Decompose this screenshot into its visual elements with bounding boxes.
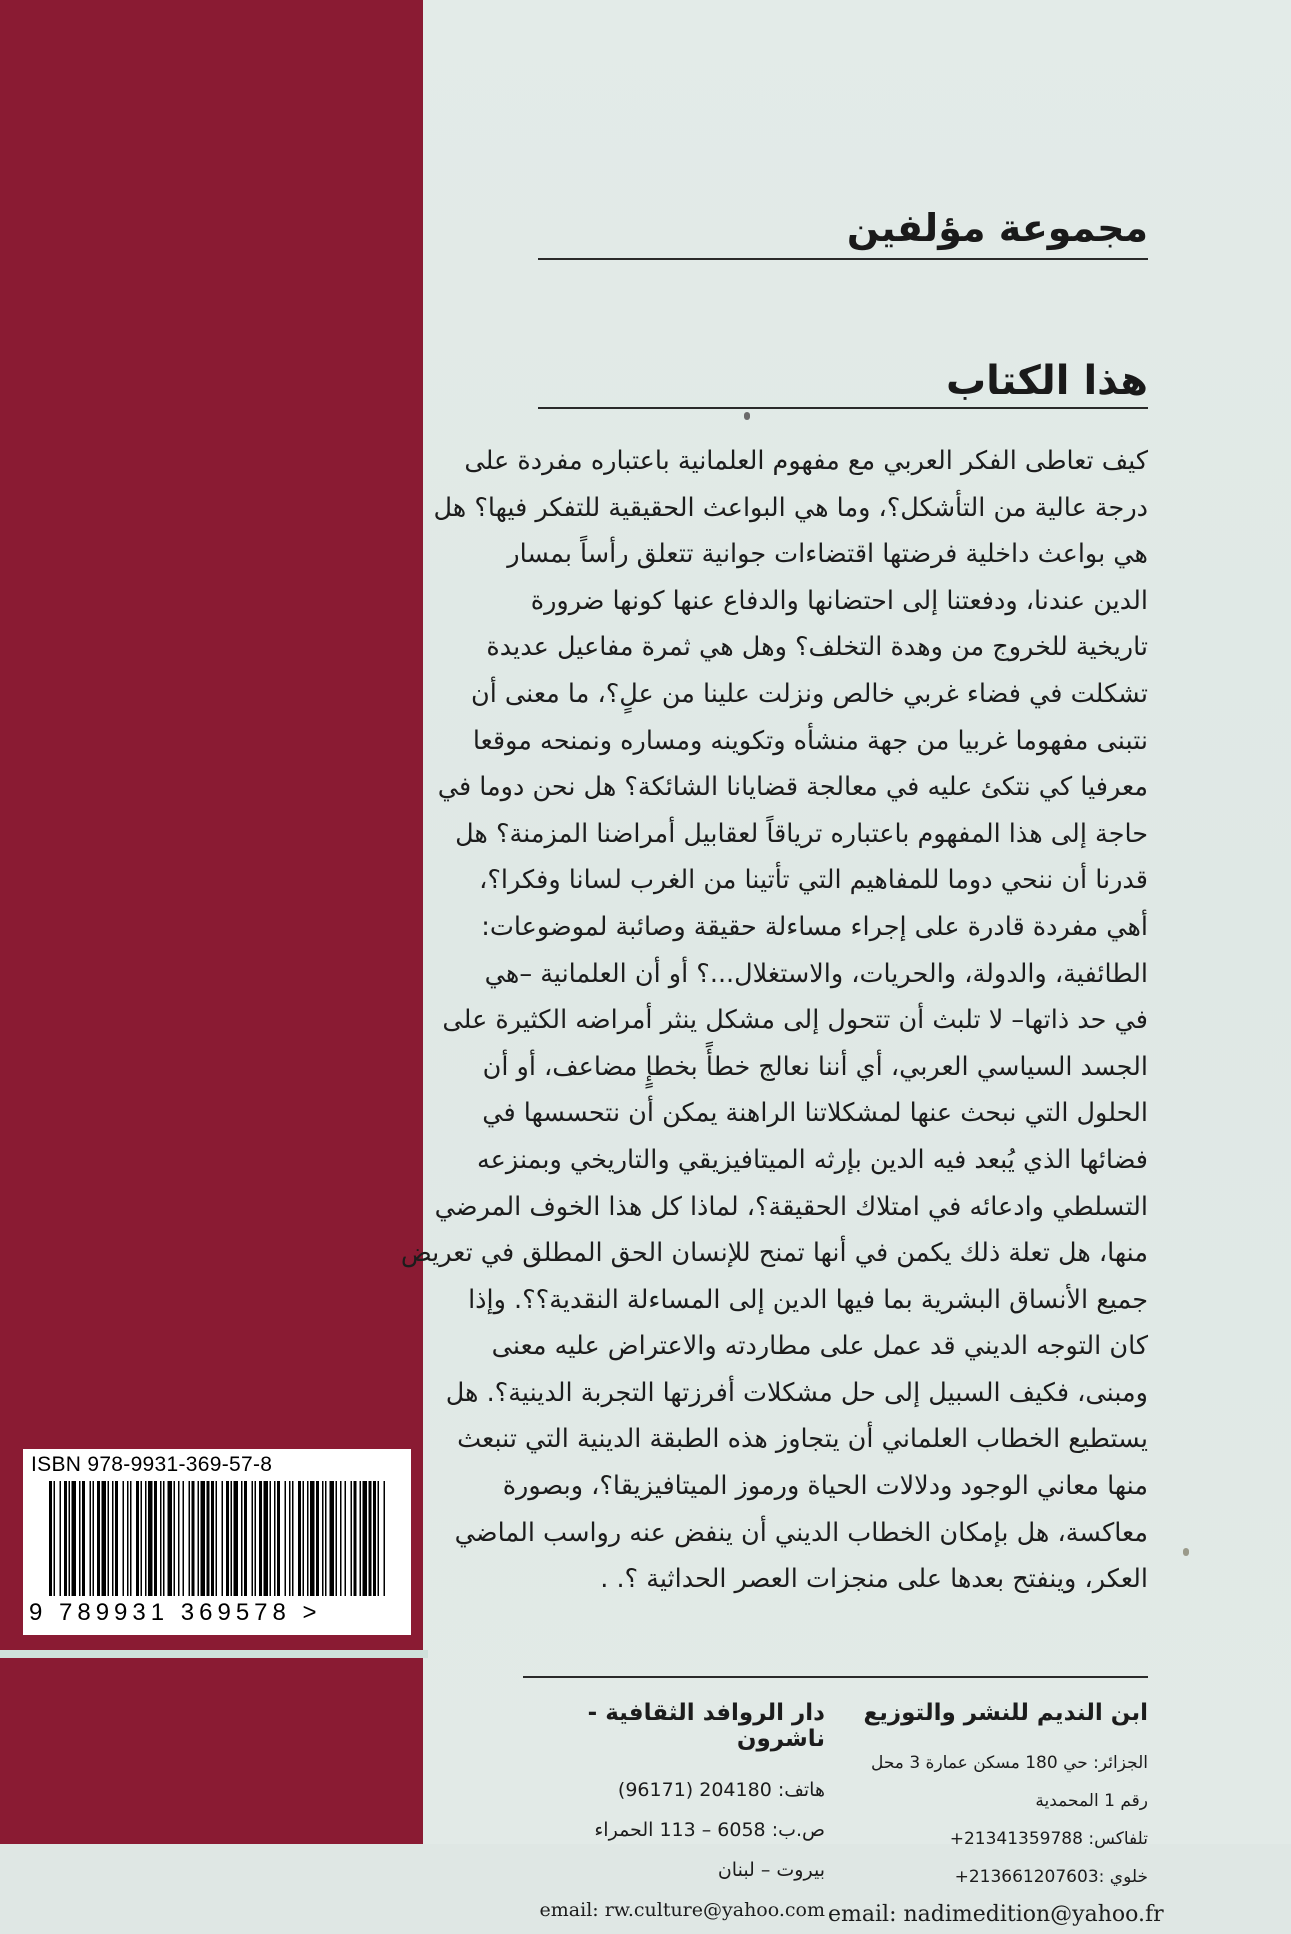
barcode-bar bbox=[270, 1481, 272, 1596]
barcode-bar bbox=[201, 1481, 206, 1596]
barcode-bar bbox=[340, 1481, 342, 1596]
barcode-bar bbox=[330, 1481, 335, 1596]
barcode-bar bbox=[216, 1481, 218, 1596]
publisher-name: ابن النديم للنشر والتوزيع bbox=[863, 1700, 1148, 1726]
ink-speck bbox=[744, 412, 750, 420]
barcode-bar bbox=[303, 1481, 305, 1596]
blurb-line: الحلول التي نبحث عنها لمشكلاتنا الراهنة يمكن أن نتحسسها في bbox=[482, 1098, 1148, 1129]
barcode-bar bbox=[259, 1481, 262, 1596]
publisher-email: email: nadimedition@yahoo.fr bbox=[828, 1902, 1164, 1927]
barcode-bar bbox=[183, 1481, 185, 1596]
barcode-bar bbox=[285, 1481, 287, 1596]
barcode-bar bbox=[241, 1481, 243, 1596]
blurb-line: الطائفية، والدولة، والحريات، والاستغلال...؟ أو أن العلمانية –هي bbox=[484, 958, 1148, 989]
publisher-address: الجزائر: حي 180 مسكن عمارة 3 محل bbox=[870, 1753, 1148, 1773]
barcode-bar bbox=[264, 1481, 269, 1596]
publisher-fax: تلفاكس: 21341359788+ bbox=[949, 1829, 1148, 1849]
blurb-line: معرفيا كي نتكئ عليه في معالجة قضايانا الشائكة؟ هل نحن دوما في bbox=[437, 772, 1148, 803]
blurb-line: أهي مفردة قادرة على إجراء مساءلة حقيقة وصائبة لموضوعات: bbox=[481, 911, 1148, 942]
barcode-bar bbox=[298, 1481, 301, 1596]
spine-stripe bbox=[0, 1650, 428, 1658]
barcode-bar bbox=[207, 1481, 210, 1596]
barcode-bar bbox=[54, 1481, 56, 1596]
blurb-line: الدين عندنا، ودفعتنا إلى احتضانها والدفاع عنها كونها ضرورة bbox=[530, 585, 1148, 616]
blurb-line: ومبنى، فكيف السبيل إلى حل مشكلات أفرزتها التجربة الدينية؟. هل bbox=[445, 1377, 1148, 1408]
publisher-mobile: خلوي :213661207603+ bbox=[954, 1867, 1148, 1887]
barcode-bar bbox=[72, 1481, 77, 1596]
barcode-bar bbox=[127, 1481, 129, 1596]
barcode-bar bbox=[345, 1481, 347, 1596]
blurb-line: درجة عالية من التأشكل؟، وما هي البواعث الحقيقية للتفكر فيها؟ هل bbox=[433, 492, 1148, 523]
barcode-bar bbox=[154, 1481, 157, 1596]
blurb-line: منها معاني الوجود ودلالات الحياة ورموز الميتافيزيقا؟، وبصورة bbox=[502, 1471, 1148, 1502]
barcode-bar bbox=[112, 1481, 114, 1596]
barcode-bar bbox=[310, 1481, 315, 1596]
barcode-bar bbox=[136, 1481, 139, 1596]
barcode-bar bbox=[252, 1481, 254, 1596]
author-name: مجموعة مؤلفين bbox=[846, 206, 1148, 250]
blurb-line: منها، هل تعلة ذلك يكمن في أنها تمنح للإنسان الحق المطلق في تعريض bbox=[400, 1238, 1148, 1269]
barcode-bar bbox=[231, 1481, 233, 1596]
publisher-right bbox=[828, 1700, 1164, 1934]
isbn-label: ISBN 978-9931-369-57-8 bbox=[31, 1453, 273, 1476]
barcode-bar bbox=[198, 1481, 200, 1596]
barcode-bar bbox=[369, 1481, 372, 1596]
barcode-bar bbox=[102, 1481, 107, 1596]
publisher-name: دار الروافد الثقافية - ناشرون bbox=[587, 1700, 825, 1752]
barcode-bar bbox=[222, 1481, 224, 1596]
blurb-line: معاكسة، هل بإمكان الخطاب الديني أن ينفض عنه رواسب الماضي bbox=[454, 1517, 1148, 1548]
barcode-bar bbox=[244, 1481, 247, 1596]
blurb-line: تشكلت في فضاء غربي خالص ونزلت علينا من علٍ؟، ما معنى أن bbox=[471, 678, 1148, 709]
blurb-line: تاريخية للخروج من وهدة التخلف؟ وهل هي ثمرة مفاعيل عديدة bbox=[486, 632, 1148, 663]
barcode-bar bbox=[168, 1481, 173, 1596]
blurb-line: يستطيع الخطاب العلماني أن يتجاوز هذه الطبقة الدينية التي تنبعث bbox=[457, 1424, 1148, 1455]
barcode-bar bbox=[130, 1481, 132, 1596]
barcode-bar bbox=[226, 1481, 229, 1596]
barcode-bar bbox=[115, 1481, 118, 1596]
barcode-bar bbox=[93, 1481, 95, 1596]
barcode-bar bbox=[360, 1481, 362, 1596]
footer-rule bbox=[523, 1676, 1148, 1678]
publisher-email: email: rw.culture@yahoo.com bbox=[539, 1899, 825, 1921]
barcode-bar bbox=[255, 1481, 257, 1596]
barcode-bar bbox=[277, 1481, 280, 1596]
barcode-bar bbox=[211, 1481, 214, 1596]
publisher-pobox: ص.ب: 6058 – 113 الحمراء bbox=[594, 1819, 825, 1841]
publisher-city: بيروت – لبنان bbox=[717, 1859, 825, 1881]
barcode-bar bbox=[322, 1481, 324, 1596]
section-title: هذا الكتاب bbox=[945, 358, 1148, 404]
barcode-bar bbox=[234, 1481, 239, 1596]
blurb-line: الجسد السياسي العربي، أي أننا نعالج خطأً بخطإٍ مضاعف، أو أن bbox=[482, 1051, 1148, 1082]
barcode-bar bbox=[108, 1481, 110, 1596]
barcode-bar bbox=[292, 1481, 294, 1596]
title-rule bbox=[538, 407, 1148, 409]
blurb-line: فضائها الذي يُبعد فيه الدين بإرثه الميتافيزيقي والتاريخي وبمنزعه bbox=[477, 1144, 1148, 1175]
barcode-bar bbox=[351, 1481, 353, 1596]
barcode-bar bbox=[189, 1481, 191, 1596]
barcode-bar bbox=[145, 1481, 147, 1596]
blurb-line: نتبنى مفهوما غربيا من جهة منشأه وتكوينه ومساره ونمنحه موقعا bbox=[472, 725, 1148, 756]
barcode-bar bbox=[49, 1481, 52, 1596]
barcode-bar bbox=[148, 1481, 153, 1596]
barcode-bar bbox=[316, 1481, 319, 1596]
barcode-bar bbox=[178, 1481, 180, 1596]
isbn-barcode bbox=[23, 1449, 411, 1635]
barcode-bar bbox=[79, 1481, 81, 1596]
blurb-line: التسلطي وادعائه في امتلاك الحقيقة؟، لماذا كل هذا الخوف المرضي bbox=[434, 1191, 1148, 1222]
barcode-bar bbox=[123, 1481, 125, 1596]
blurb-line: في حد ذاتها– لا تلبث أن تتحول إلى مشكل ينثر أمراضه الكثيرة على bbox=[442, 1005, 1148, 1036]
barcode-bar bbox=[307, 1481, 309, 1596]
isbn-digits: 9 789931 369578 > bbox=[29, 1599, 322, 1626]
publisher-address: رقم 1 المحمدية bbox=[1035, 1791, 1148, 1811]
barcode-bar bbox=[336, 1481, 338, 1596]
barcode-bar bbox=[97, 1481, 100, 1596]
barcode-bar bbox=[141, 1481, 143, 1596]
barcode-bar bbox=[363, 1481, 368, 1596]
barcode-bar bbox=[90, 1481, 92, 1596]
blurb-line: حاجة إلى هذا المفهوم باعتباره ترياقاً لعقابيل أمراضنا المزمنة؟ هل bbox=[455, 818, 1148, 849]
barcode-bar bbox=[160, 1481, 162, 1596]
publisher-left bbox=[525, 1700, 825, 1930]
barcode-bar bbox=[60, 1481, 62, 1596]
barcode-bar bbox=[64, 1481, 67, 1596]
blurb-text bbox=[400, 438, 1148, 1603]
blurb-line: هي بواعث داخلية فرضتها اقتضاءات جوانية تتعلق رأساً بمسار bbox=[507, 539, 1148, 570]
blurb-line: كان التوجه الديني قد عمل على مطاردته والاعتراض عليه معنى bbox=[491, 1331, 1148, 1362]
barcode-bar bbox=[384, 1481, 386, 1596]
barcode-bar bbox=[82, 1481, 85, 1596]
barcode-bar bbox=[163, 1481, 165, 1596]
barcode-bar bbox=[325, 1481, 327, 1596]
barcode-bar bbox=[289, 1481, 291, 1596]
blurb-line: العكر، وينفتح بعدها على منجزات العصر الحداثية ؟. . bbox=[600, 1564, 1148, 1595]
barcode-bar bbox=[174, 1481, 176, 1596]
barcode-bar bbox=[378, 1481, 380, 1596]
barcode-bar bbox=[192, 1481, 195, 1596]
ink-speck bbox=[1183, 1548, 1189, 1556]
blurb-line: كيف تعاطى الفكر العربي مع مفهوم العلمانية باعتباره مفردة على bbox=[464, 446, 1148, 476]
barcode-bar bbox=[354, 1481, 357, 1596]
blurb-line: جميع الأنساق البشرية بما فيها الدين إلى المساءلة النقدية؟؟. وإذا bbox=[468, 1284, 1148, 1315]
barcode-bar bbox=[69, 1481, 71, 1596]
barcode-bar bbox=[373, 1481, 376, 1596]
publisher-phone: هاتف: 204180 (96171) bbox=[617, 1779, 825, 1801]
author-rule bbox=[538, 258, 1148, 260]
blurb-line: قدرنا أن ننحي دوما للمفاهيم التي تأتينا من الغرب لسانا وفكرا؟، bbox=[479, 865, 1148, 896]
barcode-bar bbox=[274, 1481, 276, 1596]
